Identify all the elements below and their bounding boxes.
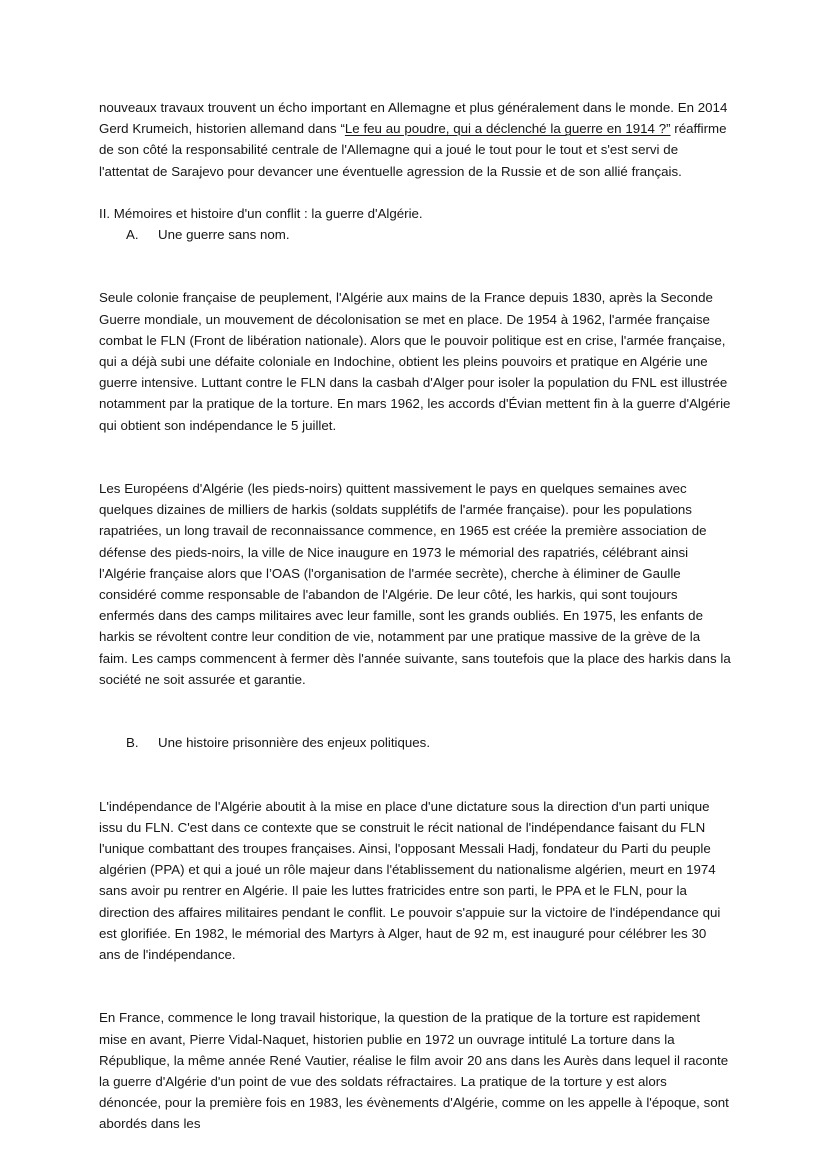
paragraph-pieds-noirs: Les Européens d'Algérie (les pieds-noirs) quittent massivement le pays en quelques semaines avec quelques dizaines de milliers de harkis (soldats supplétifs de l'armée française). pour les populations rapatriées, un long travail de reconnaissance commence, en 1965 est créée la première association de défense des pieds-noirs, la ville de Nice inaugure en 1973 le mémorial des rapatriés, célébrant ainsi l'Algérie française alors que l’OAS (l'organisation de l'armée secrète), cherche à éliminer de Gaulle considéré comme responsable de l'abandon de l'Algérie. De leur côté, les harkis, qui sont toujours enfermés dans des camps militaires avec leur famille, sont les grands oubliés. En 1975, les enfants de harkis se révoltent contre leur condition de vie, notamment par une pratique massive de la grève de la faim. Les camps commencent à fermer dès l'année suivante, sans toutefois que la place des harkis dans la société ne soit assurée et garantie. [99,481,731,687]
heading-section-a-letter: A. [126,227,139,243]
heading-section-ii: II. Mémoires et histoire d'un conflit : la guerre d'Algérie. [99,205,423,221]
heading-section-b [99,732,731,753]
text-run-plain: réaffirme de son côté la responsabilité centrale de l'Allemagne qui a joué le tout pour le tout et s'est servi de l'attentat de Sarajevo pour devancer une éventuelle agression de la Russie et de son allié français. [99,121,727,179]
paragraph-travail-historique: En France, commence le long travail historique, la question de la pratique de la torture est rapidement mise en avant, Pierre Vidal-Naquet, historien publie en 1972 un ouvrage intitulé La torture dans la République, la même année René Vautier, réalise le film avoir 20 ans dans les Aurès dans lequel il raconte la guerre d'Algérie d'un point de vue des soldats réfractaires. La pratique de la torture y est alors dénoncée, pour la première fois en 1983, les évènements d'Algérie, comme on les appelle à l'époque, sont abordés dans les [99,1010,729,1132]
paragraph-guerre-algerie: Seule colonie française de peuplement, l'Algérie aux mains de la France depuis 1830, après la Seconde Guerre mondiale, un mouvement de décolonisation se met en place. De 1954 à 1962, l'armée française combat le FLN (Front de libération nationale). Alors que le pouvoir politique est en crise, l'armée française, qui a déjà subi une défaite coloniale en Indochine, obtient les pleins pouvoirs et pratique en Algérie une guerre intensive. Luttant contre le FLN dans la casbah d'Alger pour isoler la population du FNL est illustrée notamment par la pratique de la torture. En mars 1962, les accords d'Évian mettent fin à la guerre d'Algérie qui obtient son indépendance le 5 juillet. [99,290,731,433]
heading-section-b-letter: B. [126,735,139,751]
heading-section-a [99,224,731,245]
paragraph-spacer [99,457,731,478]
paragraph-spacer [99,774,731,795]
text-run-plain: nouveaux travaux trouvent un écho important en Allemagne et plus généralement dans le monde. En 2014 Gerd Krumeich, historien allemand dans “ [99,100,728,137]
paragraph-independance-fln: L'indépendance de l'Algérie aboutit à la mise en place d'une dictature sous la direction d'un parti unique issu du FLN. C'est dans ce contexte que se construit le récit national de l'indépendance faisant du FLN l'unique combattant des troupes françaises. Ainsi, l'opposant Messali Hadj, fondateur du Parti du peuple algérien (PPA) et qui a joué un rôle majeur dans l'établissement du nationalisme algérien, meurt en 1974 sans avoir pu rentrer en Algérie. Il paie les luttes fratricides entre son parti, le PPA et le FLN, pour la direction des affaires militaires pendant le conflit. Le pouvoir s'appuie sur la victoire de l'indépendance qui est glorifiée. En 1982, le mémorial des Martyrs à Alger, haut de 92 m, est inauguré pour célébrer les 30 ans de l'indépendance. [99,798,721,963]
heading-section-ii-group [99,203,731,245]
paragraph-spacer [99,266,731,287]
document-text-body [99,97,731,1135]
heading-section-b-label: Une histoire prisonnière des enjeux politiques. [158,735,431,751]
paragraph-krumeich [99,97,731,182]
cited-book-title: Le feu au poudre, qui a déclenché la guerre en 1914 ?” [344,121,671,137]
heading-section-a-label: Une guerre sans nom. [158,227,290,243]
paragraph-spacer [99,986,731,1007]
paragraph-spacer [99,711,731,732]
